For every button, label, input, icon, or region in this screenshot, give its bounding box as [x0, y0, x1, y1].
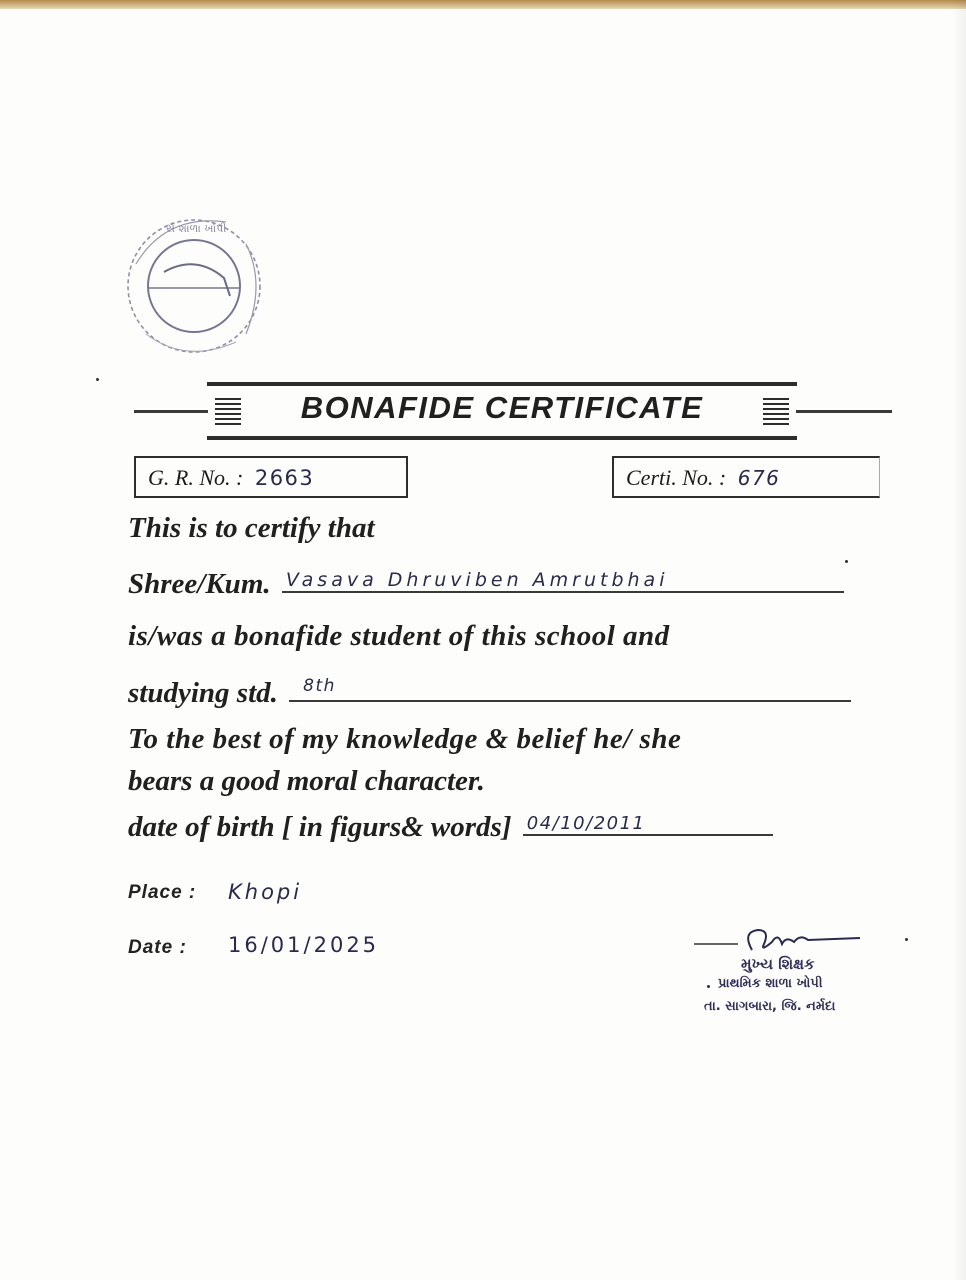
gr-number-value: 2663 — [254, 466, 315, 490]
place-label: Place : — [128, 882, 197, 903]
speck — [845, 560, 848, 563]
speck — [707, 985, 710, 988]
standard-label: studying std. — [128, 677, 278, 709]
banner-rule-left — [134, 410, 208, 413]
bonafide-line: is/was a bonafide student of this school and — [128, 620, 670, 652]
character-line: bears a good moral character. — [128, 765, 485, 797]
paper-shadow — [952, 0, 966, 1280]
date-value: 16/01/2025 — [228, 933, 380, 957]
date-label: Date : — [128, 937, 187, 958]
place-value: Khopi — [228, 880, 303, 904]
date-of-birth-value: 04/10/2011 — [526, 813, 646, 834]
speck — [96, 378, 99, 381]
banner-rule-right — [796, 410, 892, 413]
belief-line: To the best of my knowledge & belief he/ she — [128, 723, 682, 755]
student-name-field — [282, 567, 844, 593]
date-of-birth-label: date of birth [ in figurs& words] — [128, 811, 512, 843]
svg-text:ર્સ શાળા ખોપી: ર્સ શાળા ખોપી — [166, 222, 227, 235]
student-name-value: Vasava Dhruviben Amrutbhai — [285, 569, 669, 591]
standard-line — [128, 676, 880, 710]
certify-line: This is to certify that — [128, 512, 375, 544]
date-of-birth-field — [523, 810, 773, 836]
certificate-number-label: Certi. No. : — [626, 465, 727, 490]
stamp-school-name: પ્રાથમિક શાળા ખોપી — [718, 976, 823, 991]
school-seal-icon — [106, 204, 286, 374]
certificate-title: BONAFIDE CERTIFICATE — [300, 390, 704, 425]
paper-top-edge — [0, 0, 966, 9]
certificate-number-box — [612, 456, 880, 498]
standard-field — [289, 676, 851, 702]
stamp-address: તા. સાગબારા, જિ. નર્મદા — [704, 999, 836, 1014]
standard-value: 8th — [303, 676, 336, 696]
student-name-label: Shree/Kum. — [128, 568, 271, 600]
date-of-birth-line — [128, 810, 880, 844]
stamp-designation: મુખ્ય શિક્ષક — [741, 955, 815, 973]
gr-number-label: G. R. No. : — [148, 465, 244, 490]
gr-number-box — [134, 456, 408, 498]
certificate-number-value: 676 — [737, 466, 781, 490]
student-name-line — [128, 567, 880, 601]
certificate-banner — [207, 382, 797, 440]
speck — [905, 938, 908, 941]
